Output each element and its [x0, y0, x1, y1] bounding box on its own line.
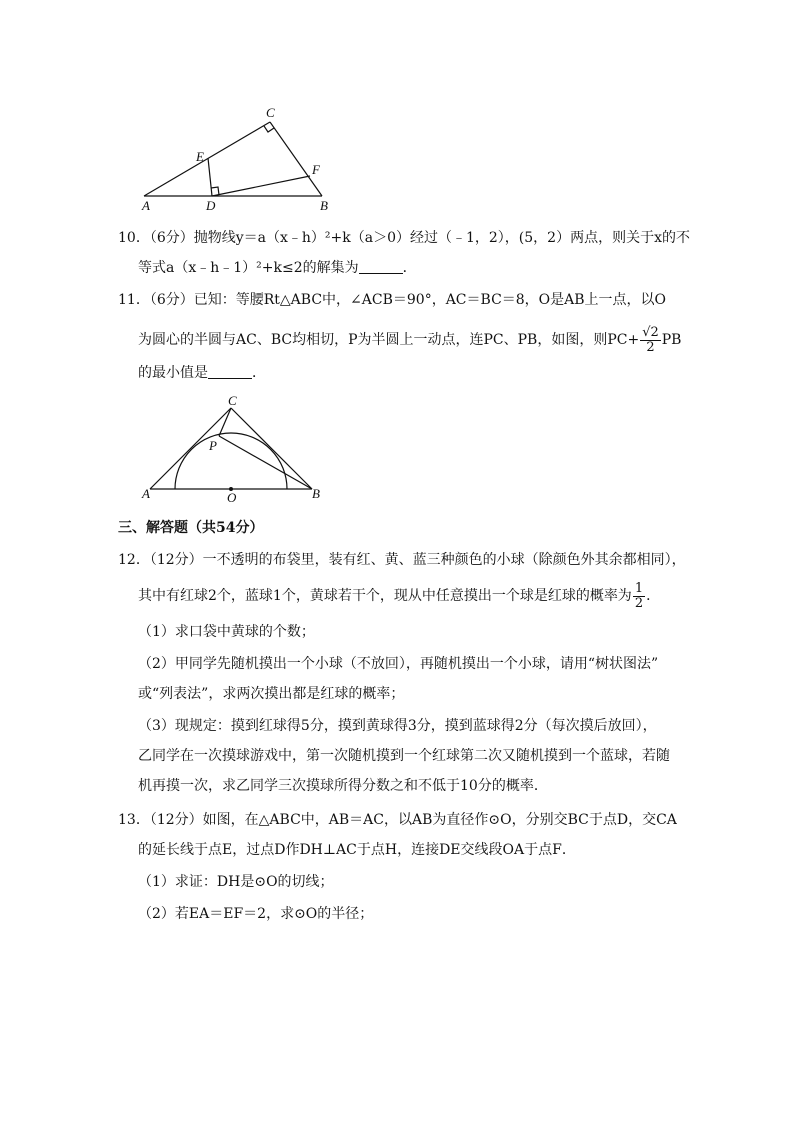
q12-line1 — [118, 550, 686, 570]
q12-sub3-line1: （3）现规定：摸到红球得5分，摸到黄球得3分，摸到蓝球得2分（每次摸后放回）， — [138, 718, 657, 734]
figure-semicircle — [130, 392, 330, 504]
q12-line2 — [138, 576, 660, 616]
label-b: B — [320, 198, 328, 213]
q11-line3 — [138, 363, 266, 383]
q10-line1 — [118, 228, 690, 248]
label-a: A — [142, 198, 150, 213]
q12-frac-num: 1 — [634, 580, 644, 596]
q13-sub2: （2）若EA＝EF＝2，求⊙O的半径； — [138, 906, 374, 922]
q11-text-line2: 为圆心的半圆与AC、BC均相切，P为半圆上一动点，连PC、PB，如图，则PC+ — [138, 332, 640, 348]
q11-line2 — [138, 320, 681, 360]
q10-text-line1: 抛物线y＝a（x﹣h）²+k（a＞0）经过（﹣1，2），(5，2）两点，则关于x的不 — [193, 230, 690, 246]
q13-line2: 的延长线于点E，过点D作DH⊥AC于点H，连接DE交线段OA于点F． — [138, 842, 576, 858]
q12-sub3-line2: 乙同学在一次摸球游戏中，第一次随机摸到一个红球第二次又随机摸到一个蓝球，若随 — [138, 748, 670, 764]
q11-line1 — [118, 290, 666, 310]
q10-number: 10．（6分） — [118, 230, 194, 246]
q12-sub3-line3: 机再摸一次，求乙同学三次摸球所得分数之和不低于10分的概率． — [138, 778, 548, 794]
q12-sub2-line2: 或“列表法”，求两次摸出都是红球的概率； — [138, 686, 405, 702]
label-c2: C — [228, 393, 237, 408]
label-b2: B — [312, 486, 320, 501]
q12-sub2-line1: （2）甲同学先随机摸出一个小球（不放回），再随机摸出一个小球，请用“树状图法” — [138, 656, 659, 672]
q12-period: ． — [646, 588, 661, 604]
q10-text-line2: 等式a（x﹣h﹣1）²+k≤2的解集为 — [138, 260, 359, 276]
q10-answer-blank[interactable] — [359, 259, 403, 274]
q11-text-pb: PB — [661, 332, 682, 348]
q11-answer-blank[interactable] — [208, 364, 252, 379]
q11-number: 11．（6分） — [118, 292, 194, 308]
q12-text-line1: 一不透明的布袋里，装有红、黄、蓝三种颜色的小球（除颜色外其余都相同）， — [202, 552, 686, 568]
q11-text-line1: 已知：等腰Rt△ABC中，∠ACB＝90°，AC＝BC＝8，O是AB上一点，以O — [193, 292, 667, 308]
q11-frac-den: 2 — [646, 339, 655, 355]
label-d: D — [206, 198, 216, 213]
q12-text-line2: 其中有红球2个，蓝球1个，黄球若干个，现从中任意摸出一个球是红球的概率为 — [138, 588, 632, 604]
label-f: F — [312, 162, 320, 177]
q13-sub1: （1）求证：DH是⊙O的切线； — [138, 874, 334, 890]
figure-triangle-abc — [130, 100, 350, 215]
label-p: P — [209, 438, 217, 453]
label-o: O — [227, 490, 237, 504]
q10-line2 — [138, 258, 417, 278]
section-title: 三、解答题（共54分） — [118, 520, 264, 536]
q13-number: 13．（12分） — [118, 812, 203, 828]
q11-frac-num: √2 — [642, 324, 659, 340]
label-a2: A — [142, 486, 150, 501]
q12-sub1: （1）求口袋中黄球的个数； — [138, 624, 315, 640]
q11-fraction — [640, 326, 661, 355]
q12-fraction — [633, 582, 645, 611]
q11-period: ． — [252, 365, 266, 381]
q11-text-line3: 的最小值是 — [138, 365, 208, 381]
q13-text-line1: 如图，在△ABC中，AB＝AC，以AB为直径作⊙O，分别交BC于点D，交CA — [202, 812, 677, 828]
q13-line1 — [118, 810, 677, 830]
label-c: C — [266, 105, 275, 120]
q12-frac-den: 2 — [634, 595, 644, 611]
q12-number: 12．（12分） — [118, 552, 203, 568]
label-e: E — [196, 149, 204, 164]
q10-period: ． — [402, 260, 417, 276]
